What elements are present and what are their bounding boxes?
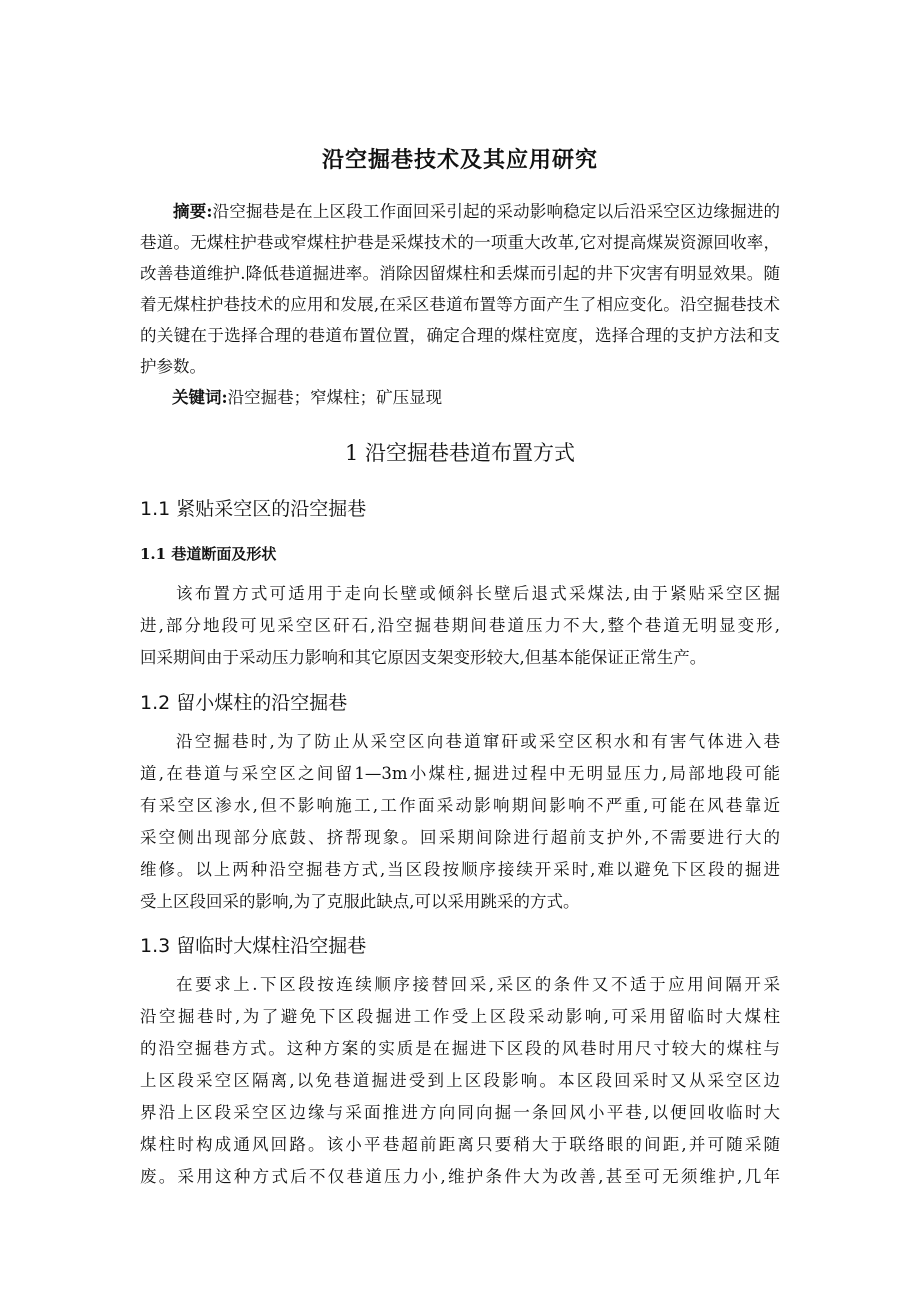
paragraph-line: 上区段采空区隔离,以免巷道掘进受到上区段影响。本区段回采时又从采空区边 xyxy=(140,1071,780,1090)
section-1-2-paragraph xyxy=(140,726,780,918)
abstract xyxy=(140,196,780,382)
keywords-text: 沿空掘巷；窄煤柱；矿压显现 xyxy=(227,388,443,407)
paragraph-line: 在要求上.下区段按连续顺序接替回采,采区的条件又不适于应用间隔开采 xyxy=(176,975,780,994)
paragraph-line: 沿空掘巷时,为了避免下区段掘进工作受上区段采动影响,可采用留临时大煤柱 xyxy=(140,1007,780,1026)
abstract-label: 摘要: xyxy=(173,202,213,221)
abstract-paragraph xyxy=(140,196,780,382)
paragraph-line: 煤柱时构成通风回路。该小平巷超前距离只要稍大于联络眼的间距,并可随采随 xyxy=(140,1135,780,1154)
paragraph-line: 的沿空掘巷方式。这种方案的实质是在掘进下区段的风巷时用尺寸较大的煤柱与 xyxy=(140,1039,780,1058)
section-1-1-heading: 1.1 紧贴采空区的沿空掘巷 xyxy=(140,498,367,520)
paragraph-line: 采空侧出现部分底鼓、挤帮现象。回采期间除进行超前支护外,不需要进行大的 xyxy=(140,828,780,847)
section-1-1-subheading: 1.1 巷道断面及形状 xyxy=(140,545,277,563)
keywords-label: 关键词: xyxy=(172,388,228,407)
paragraph-line: 回采期间由于采动压力影响和其它原因支架变形较大,但基本能保证正常生产。 xyxy=(140,648,707,667)
paragraph-line: 受上区段回采的影响,为了克服此缺点,可以采用跳采的方式。 xyxy=(140,892,580,911)
paragraph-line: 该布置方式可适用于走向长壁或倾斜长壁后退式采煤法,由于紧贴采空区掘 xyxy=(176,584,780,603)
paragraph-line: 有采空区渗水,但不影响施工,工作面采动影响期间影响不严重,可能在风巷靠近 xyxy=(140,796,780,815)
paragraph-line: 沿空掘巷时,为了防止从采空区向巷道窜矸或采空区积水和有害气体进入巷 xyxy=(176,732,780,751)
section-1-1-paragraph xyxy=(140,578,780,674)
document-title: 沿空掘巷技术及其应用研究 xyxy=(321,148,598,173)
abstract-text: 沿空掘巷是在上区段工作面回采引起的采动影响稳定以后沿采空区边缘掘进的巷道。无煤柱护巷或窄煤柱护巷是采煤技术的一项重大改革,它对提高煤炭资源回收率，改善巷道维护.降低巷道掘进率。消除因留煤柱和丢煤而引起的井下灾害有明显效果。随着无煤柱护巷技术的应用和发展,在采区巷道布置等方面产生了相应变化。沿空掘巷技术的关键在于选择合理的巷道布置位置，确定合理的煤柱宽度，选择合理的支护方法和支护参数。 xyxy=(140,202,781,376)
paragraph-line: 维修。以上两种沿空掘巷方式,当区段按顺序接续开采时,难以避免下区段的掘进 xyxy=(140,860,780,879)
paragraph-line: 道,在巷道与采空区之间留1—3m小煤柱,掘进过程中无明显压力,局部地段可能 xyxy=(140,764,780,783)
paragraph-line: 界沿上区段采空区边缘与采面推进方向同向掘一条回风小平巷,以便回收临时大 xyxy=(140,1103,780,1122)
section-1-3-paragraph xyxy=(140,969,780,1193)
section-1-2-heading: 1.2 留小煤柱的沿空掘巷 xyxy=(140,692,348,714)
keywords xyxy=(172,382,442,413)
section-1-heading: 1 沿空掘巷巷道布置方式 xyxy=(344,441,576,465)
paragraph-line: 进,部分地段可见采空区矸石,沿空掘巷期间巷道压力不大,整个巷道无明显变形, xyxy=(140,616,780,635)
section-1-3-heading: 1.3 留临时大煤柱沿空掘巷 xyxy=(140,935,367,957)
paragraph-line: 废。采用这种方式后不仅巷道压力小,维护条件大为改善,甚至可无须维护,几年 xyxy=(140,1167,780,1186)
